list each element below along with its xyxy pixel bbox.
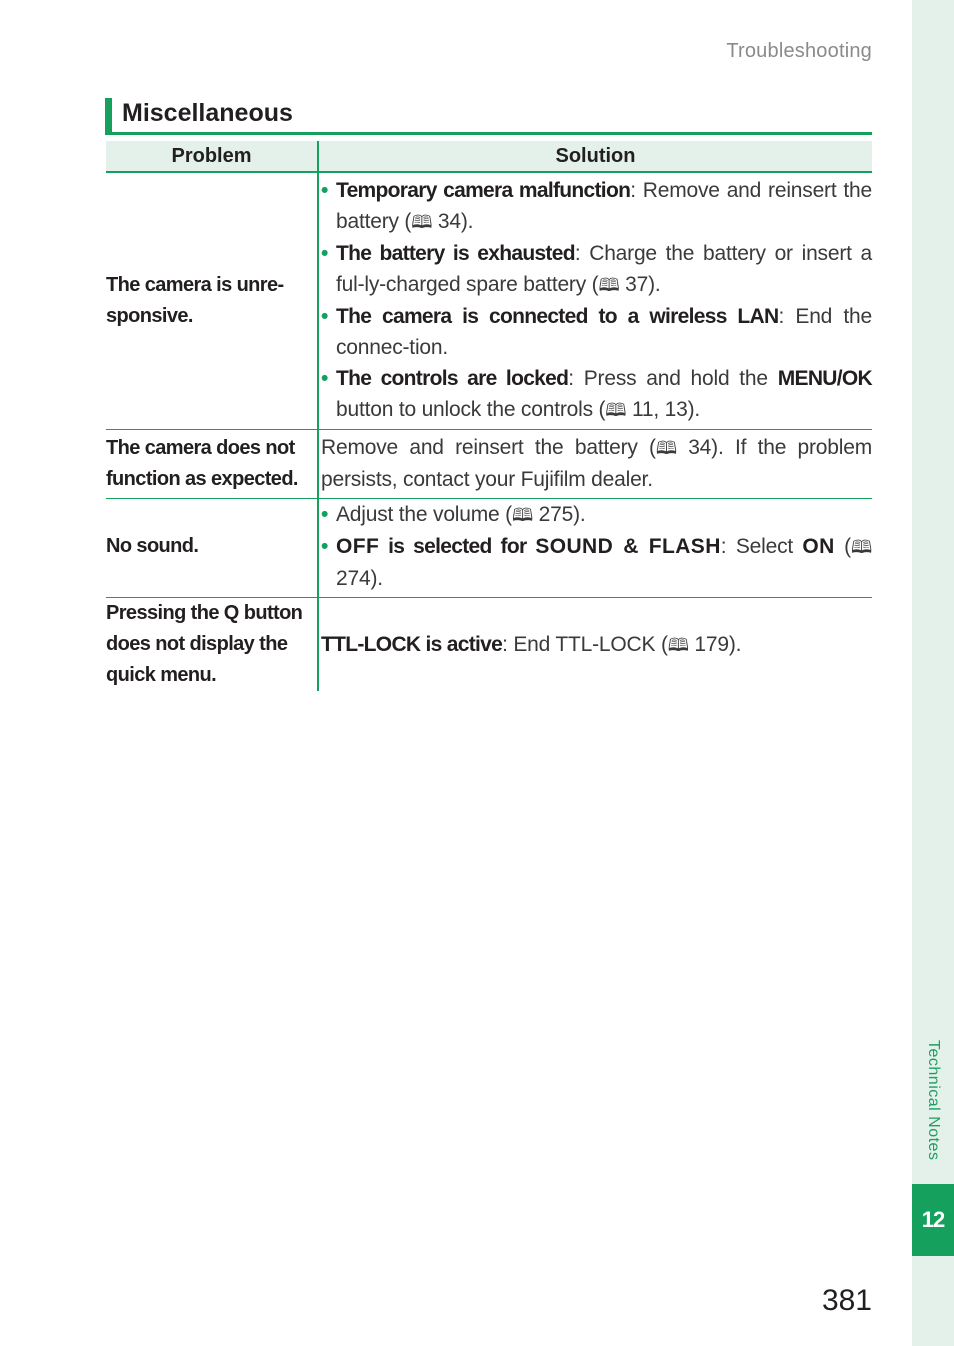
list-item (321, 363, 872, 426)
solution-term: The battery is exhausted (336, 242, 575, 265)
solution-text: ). (460, 210, 474, 233)
page-reference[interactable]: 34 (688, 436, 712, 459)
solution-term: is selected for (379, 535, 536, 558)
solution-term: Temporary camera malfunction (336, 179, 631, 202)
solution-text: ). (573, 503, 586, 526)
solution-text: ). If the problem persists, contact your Fujifilm dealer. (321, 436, 872, 491)
list-item (321, 499, 872, 531)
problem-cell (106, 598, 318, 692)
list-item (321, 238, 872, 301)
problem-text: Pressing the Q button does not display the quick menu. (106, 602, 303, 686)
solution-text: : Charge the battery or insert a ful-ly-charged spare battery ( (336, 242, 872, 296)
menu-item-name: SOUND & FLASH (535, 535, 721, 558)
column-header-solution: Solution (318, 141, 872, 172)
page-reference[interactable]: 275 (538, 503, 574, 526)
table-header-row (106, 141, 872, 172)
solution-paragraph (321, 629, 872, 661)
solution-cell (318, 430, 872, 499)
solution-text: : Select (720, 535, 803, 558)
book-reference-icon: 🕮 (598, 275, 620, 295)
chapter-number-tab[interactable] (912, 1184, 954, 1256)
solution-cell (318, 598, 872, 692)
book-reference-icon: 🕮 (850, 537, 872, 557)
table-row (106, 172, 872, 430)
solution-list (321, 175, 872, 426)
running-header: Troubleshooting (726, 40, 872, 62)
setting-value: OFF (336, 535, 380, 558)
setting-value: ON (802, 535, 835, 558)
problem-text: The camera is unre-sponsive. (106, 273, 284, 327)
solution-cell (318, 172, 872, 430)
page-reference[interactable]: 179 (694, 632, 729, 656)
table-row (106, 598, 872, 692)
solution-text: : Press and hold the (568, 367, 778, 390)
page-reference[interactable]: 11, 13 (631, 398, 688, 421)
solution-term: TTL-LOCK is active (321, 632, 503, 656)
troubleshooting-table (106, 141, 872, 691)
page-reference[interactable]: 274 (336, 567, 371, 590)
list-item (321, 301, 872, 363)
chapter-label: Technical Notes (925, 1039, 942, 1161)
page-reference[interactable]: 37 (625, 273, 649, 296)
book-reference-icon: 🕮 (411, 212, 433, 232)
solution-text: : Remove and reinsert the battery ( (336, 179, 873, 233)
problem-cell (106, 172, 318, 430)
problem-cell (106, 430, 318, 499)
book-reference-icon: 🕮 (511, 505, 533, 525)
solution-paragraph (321, 432, 872, 495)
solution-text: ). (648, 273, 661, 296)
problem-cell (106, 499, 318, 598)
button-name: MENU/OK (777, 367, 872, 390)
table-row (106, 430, 872, 499)
problem-text: No sound. (106, 535, 199, 557)
list-item (321, 175, 872, 238)
list-item (321, 531, 872, 594)
page-reference[interactable]: 34 (437, 210, 461, 233)
solution-term: The controls are locked (336, 367, 569, 390)
solution-text: ( (834, 535, 851, 558)
book-reference-icon: 🕮 (605, 400, 627, 420)
chapter-number: 12 (921, 1207, 945, 1232)
problem-text: The camera does not function as expected. (106, 436, 298, 490)
solution-term: The camera is connected to a wireless LAN (336, 305, 779, 328)
solution-text: : End TTL-LOCK ( (502, 632, 668, 656)
section-heading (105, 98, 872, 135)
column-header-problem: Problem (106, 141, 318, 172)
section-title: Miscellaneous (122, 99, 293, 127)
solution-text: button to unlock the controls ( (336, 398, 606, 421)
solution-text: : End the connec-tion. (336, 305, 873, 359)
solution-list (321, 499, 872, 594)
page-number: 381 (821, 1284, 872, 1317)
solution-text: ). (370, 567, 383, 590)
solution-text: ). (687, 398, 701, 421)
book-reference-icon: 🕮 (655, 438, 677, 458)
solution-text: ). (728, 632, 742, 656)
table-row (106, 499, 872, 598)
solution-text: Remove and reinsert the battery ( (321, 436, 656, 459)
solution-text: Adjust the volume ( (336, 503, 512, 526)
solution-cell (318, 499, 872, 598)
book-reference-icon: 🕮 (667, 634, 689, 655)
chapter-side-label (912, 1020, 954, 1180)
section-accent-bar (105, 98, 112, 132)
